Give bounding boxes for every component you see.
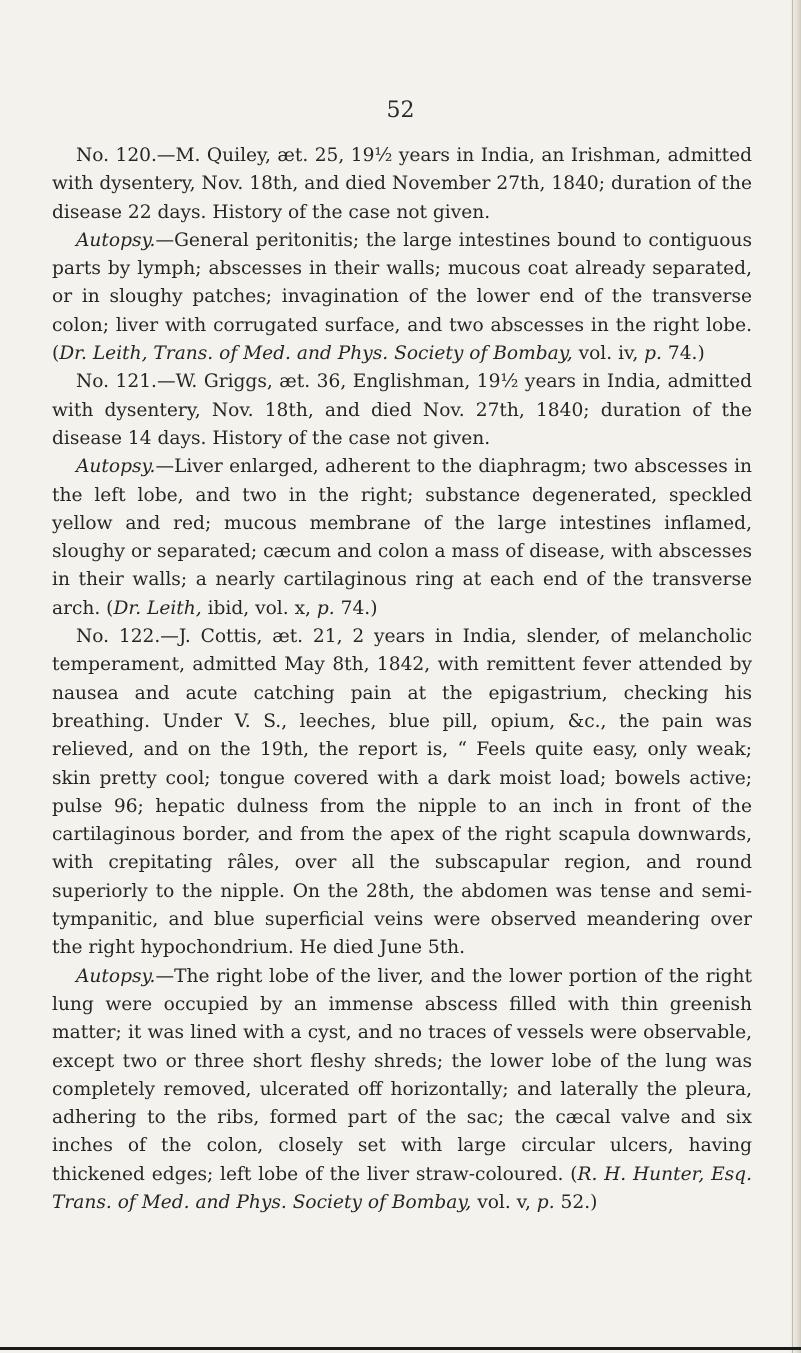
citation-page-number: 52.): [554, 1191, 598, 1213]
autopsy-label: Autopsy.: [76, 456, 156, 478]
citation-volume: ibid, vol. x,: [201, 597, 317, 619]
case-entry-121: [52, 368, 752, 453]
autopsy-paragraph-121: [52, 453, 752, 623]
page-number: 52: [386, 98, 415, 123]
page-text: [52, 142, 752, 1217]
bottom-border: [0, 1347, 801, 1350]
page-edge-shadow: [789, 0, 801, 1353]
case-heading: No. 121.: [76, 371, 157, 393]
citation-page-abbr: p.: [316, 597, 335, 619]
case-description: —J. Cottis, æt. 21, 2 years in India, slender, of melancholic temperament, admitted May 8th, 1842, with remittent fever attended by nausea and acute catching pain at the epigastrium, checking his breathing. Under V. S., leeches, blue pill, opium, &c., the pain was relieved, and on the 19th, the report is, “ Feels quite easy, only weak; skin pretty cool; tongue covered with a dark moist load; bowels active; pulse 96; hepatic dulness from the nipple to an inch in front of the cartilaginous border, and from the apex of the right scapula downwards, with crepitating râles, over all the subscapular region, and round superiorly to the nipple. On the 28th, the abdomen was tense and semi-tympanitic, and blue superficial veins were observed meandering over the right hypochondrium. He died June 5th.: [52, 626, 752, 959]
page-edge-line: [792, 0, 793, 1353]
citation-source: R. H. Hunter, Esq. Trans. of Med. and Phys. Society of Bombay,: [52, 1163, 752, 1213]
citation-source: Dr. Leith, Trans. of Med. and Phys. Society of Bombay,: [59, 343, 573, 365]
case-description: —M. Quiley, æt. 25, 19½ years in India, an Irishman, admitted with dysentery, Nov. 18th, and died November 27th, 1840; duration of the disease 22 days. History of the case not given.: [52, 145, 752, 223]
case-entry-120: [52, 142, 752, 227]
citation-page-number: 74.): [661, 343, 705, 365]
autopsy-label: Autopsy.: [76, 965, 156, 987]
autopsy-paragraph-122: [52, 963, 752, 1218]
citation-volume: vol. iv,: [572, 343, 645, 365]
autopsy-label: Autopsy.: [76, 229, 156, 251]
autopsy-text: —The right lobe of the liver, and the lower portion of the right lung were occupied by an immense abscess filled with thin greenish matter; it was lined with a cyst, and no traces of vessels were observable, except two or three short fleshy shreds; the lower lobe of the lung was completely removed, ulcerated off horizontally; and laterally the pleura, adhering to the ribs, formed part of the sac; the cæcal valve and six inches of the colon, closely set with large circular ulcers, having thickened edges; left lobe of the liver straw-coloured. (: [52, 965, 752, 1185]
citation-page-abbr: p.: [536, 1191, 555, 1213]
autopsy-text: —General peritonitis; the large intestines bound to contiguous parts by lymph; abscesses in their walls; mucous coat already separated, or in sloughy patches; invagination of the lower end of the transverse colon; liver with corrugated surface, and two abscesses in the right lobe. (: [52, 229, 752, 365]
autopsy-paragraph-120: [52, 227, 752, 368]
citation-page-number: 74.): [334, 597, 378, 619]
case-entry-122: [52, 623, 752, 963]
citation-volume: vol. v,: [471, 1191, 537, 1213]
autopsy-text: —Liver enlarged, adherent to the diaphragm; two abscesses in the left lobe, and two in the right; substance degenerated, speckled yellow and red; mucous membrane of the large intestines inflamed, sloughy or separated; cæcum and colon a mass of disease, with abscesses in their walls; a nearly cartilaginous ring at each end of the transverse arch. (: [52, 456, 752, 619]
case-heading: No. 122.: [76, 626, 161, 648]
case-description: —W. Griggs, æt. 36, Englishman, 19½ years in India, admitted with dysentery, Nov. 18th, and died Nov. 27th, 1840; duration of the disease 14 days. History of the case not given.: [52, 371, 753, 449]
case-heading: No. 120.: [76, 145, 157, 166]
citation-page-abbr: p.: [644, 343, 662, 365]
citation-source: Dr. Leith,: [113, 597, 202, 619]
